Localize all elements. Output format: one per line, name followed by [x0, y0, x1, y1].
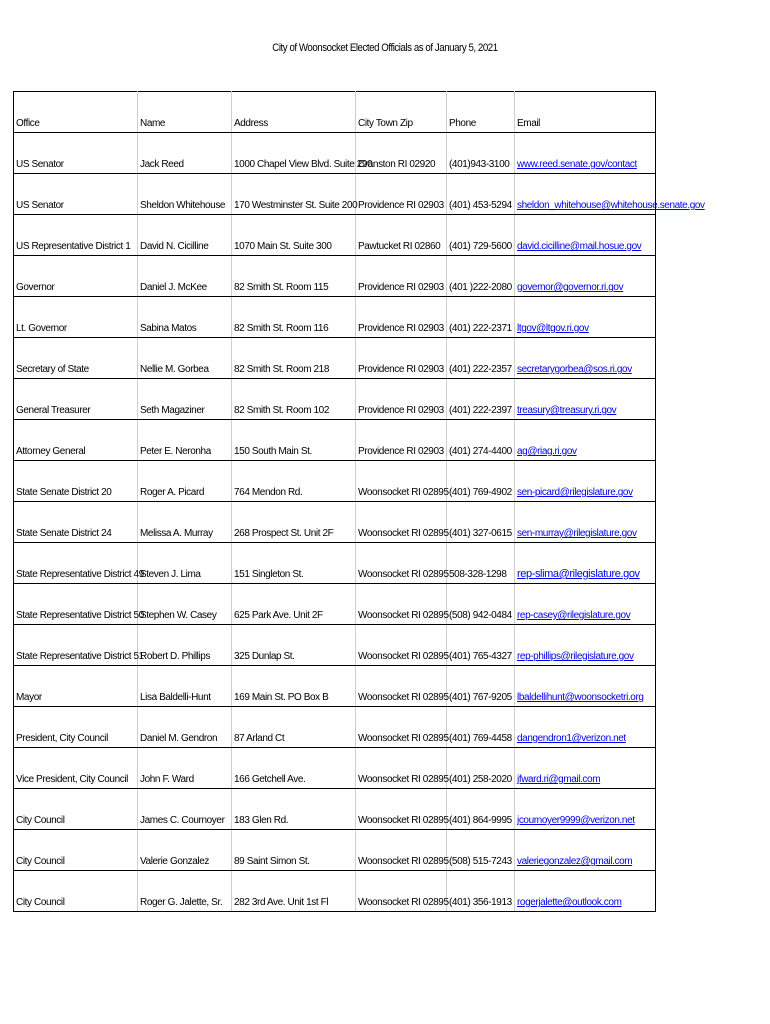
cell-phone: (401) 327-0615	[447, 502, 515, 543]
cell-address: 170 Westminster St. Suite 200	[232, 174, 356, 215]
cell-address: 87 Arland Ct	[232, 707, 356, 748]
cell-phone: (401)943-3100	[447, 133, 515, 174]
cell-name: Peter E. Neronha	[138, 420, 232, 461]
cell-office: US Representative District 1	[14, 215, 138, 256]
cell-office: State Senate District 20	[14, 461, 138, 502]
table-row	[14, 461, 656, 502]
cell-name: Robert D. Phillips	[138, 625, 232, 666]
cell-name: Jack Reed	[138, 133, 232, 174]
cell-office: City Council	[14, 789, 138, 830]
cell-city: Cranston RI 02920	[356, 133, 447, 174]
email-link[interactable]: dangendron1@verizon.net	[517, 733, 626, 744]
email-link[interactable]: ag@riag.ri.gov	[517, 446, 577, 457]
cell-city: Woonsocket RI 02895	[356, 707, 447, 748]
table-row	[14, 871, 656, 912]
cell-email	[515, 748, 656, 789]
cell-name: Sabina Matos	[138, 297, 232, 338]
header-office: Office	[14, 92, 138, 133]
cell-office: State Representative District 49	[14, 543, 138, 584]
cell-address: 282 3rd Ave. Unit 1st Fl	[232, 871, 356, 912]
cell-phone: (401) 765-4327	[447, 625, 515, 666]
cell-city: Providence RI 02903	[356, 338, 447, 379]
cell-address: 151 Singleton St.	[232, 543, 356, 584]
cell-name: John F. Ward	[138, 748, 232, 789]
cell-phone: (401) 864-9995	[447, 789, 515, 830]
cell-email	[515, 502, 656, 543]
email-link[interactable]: jfward.ri@gmail.com	[517, 774, 601, 785]
cell-city: Providence RI 02903	[356, 174, 447, 215]
cell-office: President, City Council	[14, 707, 138, 748]
cell-email	[515, 789, 656, 830]
cell-name: Daniel M. Gendron	[138, 707, 232, 748]
cell-phone: (401) 222-2397	[447, 379, 515, 420]
cell-email	[515, 543, 656, 584]
cell-office: City Council	[14, 871, 138, 912]
table-row	[14, 174, 656, 215]
cell-address: 166 Getchell Ave.	[232, 748, 356, 789]
header-address: Address	[232, 92, 356, 133]
table-row	[14, 379, 656, 420]
cell-email	[515, 666, 656, 707]
cell-address: 150 South Main St.	[232, 420, 356, 461]
cell-phone: (508) 515-7243	[447, 830, 515, 871]
cell-address: 82 Smith St. Room 116	[232, 297, 356, 338]
cell-address: 625 Park Ave. Unit 2F	[232, 584, 356, 625]
cell-phone: (401) 769-4902	[447, 461, 515, 502]
cell-address: 169 Main St. PO Box B	[232, 666, 356, 707]
cell-city: Pawtucket RI 02860	[356, 215, 447, 256]
cell-email	[515, 420, 656, 461]
email-link[interactable]: valeriegonzalez@gmail.com	[517, 856, 633, 867]
cell-name: Roger A. Picard	[138, 461, 232, 502]
cell-office: US Senator	[14, 174, 138, 215]
cell-address: 1000 Chapel View Blvd. Suite 290	[232, 133, 356, 174]
table-row	[14, 543, 656, 584]
cell-office: Governor	[14, 256, 138, 297]
cell-city: Woonsocket RI 02895	[356, 584, 447, 625]
cell-email	[515, 338, 656, 379]
header-name: Name	[138, 92, 232, 133]
cell-email	[515, 830, 656, 871]
header-phone: Phone	[447, 92, 515, 133]
table-header-row	[14, 92, 656, 133]
table-row	[14, 420, 656, 461]
cell-phone: (401) 258-2020	[447, 748, 515, 789]
cell-email	[515, 256, 656, 297]
email-link[interactable]: ltgov@ltgov.ri.gov	[517, 323, 589, 334]
cell-phone: (401) 769-4458	[447, 707, 515, 748]
email-link[interactable]: david.cicilline@mail.hosue.gov	[517, 241, 642, 252]
email-link[interactable]: governor@governor.ri.gov	[517, 282, 624, 293]
email-link[interactable]: jcournoyer9999@verizon.net	[517, 815, 635, 826]
cell-phone: (401) 274-4400	[447, 420, 515, 461]
email-link[interactable]: sheldon_whitehouse@whitehouse.senate.gov	[517, 200, 705, 211]
header-email: Email	[515, 92, 656, 133]
table-row	[14, 789, 656, 830]
cell-office: General Treasurer	[14, 379, 138, 420]
email-link[interactable]: secretarygorbea@sos.ri.gov	[517, 364, 632, 375]
email-link[interactable]: sen-murray@rilegislature.gov	[517, 528, 637, 539]
cell-office: State Representative District 51	[14, 625, 138, 666]
cell-email	[515, 297, 656, 338]
email-link[interactable]: sen-picard@rilegislature.gov	[517, 487, 633, 498]
cell-name: Steven J. Lima	[138, 543, 232, 584]
cell-phone: (401) 453-5294	[447, 174, 515, 215]
cell-email	[515, 215, 656, 256]
cell-address: 82 Smith St. Room 115	[232, 256, 356, 297]
cell-phone: 508-328-1298	[447, 543, 515, 584]
cell-email	[515, 625, 656, 666]
cell-name: David N. Cicilline	[138, 215, 232, 256]
email-link[interactable]: treasury@treasury.ri.gov	[517, 405, 617, 416]
cell-email	[515, 871, 656, 912]
cell-email	[515, 584, 656, 625]
table-row	[14, 584, 656, 625]
cell-office: Secretary of State	[14, 338, 138, 379]
cell-email	[515, 174, 705, 215]
email-link[interactable]: www.reed.senate.gov/contact	[517, 159, 637, 170]
cell-city: Providence RI 02903	[356, 297, 447, 338]
cell-city: Woonsocket RI 02895	[356, 461, 447, 502]
cell-office: US Senator	[14, 133, 138, 174]
table-row	[14, 748, 656, 789]
cell-city: Providence RI 02903	[356, 379, 447, 420]
cell-name: James C. Cournoyer	[138, 789, 232, 830]
cell-phone: (401) 222-2357	[447, 338, 515, 379]
cell-address: 764 Mendon Rd.	[232, 461, 356, 502]
cell-email	[515, 133, 656, 174]
cell-city: Providence RI 02903	[356, 420, 447, 461]
cell-phone: (508) 942-0484	[447, 584, 515, 625]
page-title: City of Woonsocket Elected Officials as of January 5, 2021	[272, 42, 498, 54]
cell-phone: (401) 222-2371	[447, 297, 515, 338]
cell-office: State Representative District 50	[14, 584, 138, 625]
cell-office: Vice President, City Council	[14, 748, 138, 789]
table-row	[14, 666, 656, 707]
cell-city: Providence RI 02903	[356, 256, 447, 297]
cell-email	[515, 379, 656, 420]
officials-table	[13, 91, 705, 912]
table-row	[14, 133, 656, 174]
cell-email	[515, 707, 656, 748]
cell-office: Mayor	[14, 666, 138, 707]
cell-name: Stephen W. Casey	[138, 584, 232, 625]
cell-email	[515, 461, 656, 502]
cell-name: Roger G. Jalette, Sr.	[138, 871, 232, 912]
table-row	[14, 338, 656, 379]
cell-city: Woonsocket RI 02895	[356, 871, 447, 912]
cell-city: Woonsocket RI 02895	[356, 789, 447, 830]
table-row	[14, 502, 656, 543]
cell-address: 89 Saint Simon St.	[232, 830, 356, 871]
cell-name: Melissa A. Murray	[138, 502, 232, 543]
email-link[interactable]: rep-slima@rilegislature.gov	[517, 568, 640, 580]
cell-city: Woonsocket RI 02895	[356, 543, 447, 584]
email-link[interactable]: lbaldellihunt@woonsocketri.org	[517, 692, 644, 703]
cell-address: 268 Prospect St. Unit 2F	[232, 502, 356, 543]
cell-address: 82 Smith St. Room 218	[232, 338, 356, 379]
cell-address: 183 Glen Rd.	[232, 789, 356, 830]
cell-city: Woonsocket RI 02895	[356, 666, 447, 707]
cell-address: 82 Smith St. Room 102	[232, 379, 356, 420]
table-row	[14, 215, 656, 256]
table-row	[14, 256, 656, 297]
cell-address: 325 Dunlap St.	[232, 625, 356, 666]
email-link[interactable]: rogerjalette@outlook.com	[517, 897, 622, 908]
cell-address: 1070 Main St. Suite 300	[232, 215, 356, 256]
cell-phone: (401 )222-2080	[447, 256, 515, 297]
cell-name: Seth Magaziner	[138, 379, 232, 420]
cell-office: Lt. Governor	[14, 297, 138, 338]
cell-name: Nellie M. Gorbea	[138, 338, 232, 379]
email-link[interactable]: rep-casey@rilegislature.gov	[517, 610, 631, 621]
cell-name: Lisa Baldelli-Hunt	[138, 666, 232, 707]
cell-city: Woonsocket RI 02895	[356, 502, 447, 543]
cell-name: Sheldon Whitehouse	[138, 174, 232, 215]
cell-office: State Senate District 24	[14, 502, 138, 543]
cell-phone: (401) 767-9205	[447, 666, 515, 707]
cell-phone: (401) 356-1913	[447, 871, 515, 912]
cell-city: Woonsocket RI 02895	[356, 830, 447, 871]
cell-name: Daniel J. McKee	[138, 256, 232, 297]
cell-office: City Council	[14, 830, 138, 871]
header-city: City Town Zip	[356, 92, 447, 133]
cell-city: Woonsocket RI 02895	[356, 625, 447, 666]
email-link[interactable]: rep-phillips@rilegislature.gov	[517, 651, 634, 662]
table-row	[14, 830, 656, 871]
table-row	[14, 625, 656, 666]
cell-office: Attorney General	[14, 420, 138, 461]
cell-phone: (401) 729-5600	[447, 215, 515, 256]
cell-city: Woonsocket RI 02895	[356, 748, 447, 789]
table-row	[14, 707, 656, 748]
cell-name: Valerie Gonzalez	[138, 830, 232, 871]
table-row	[14, 297, 656, 338]
